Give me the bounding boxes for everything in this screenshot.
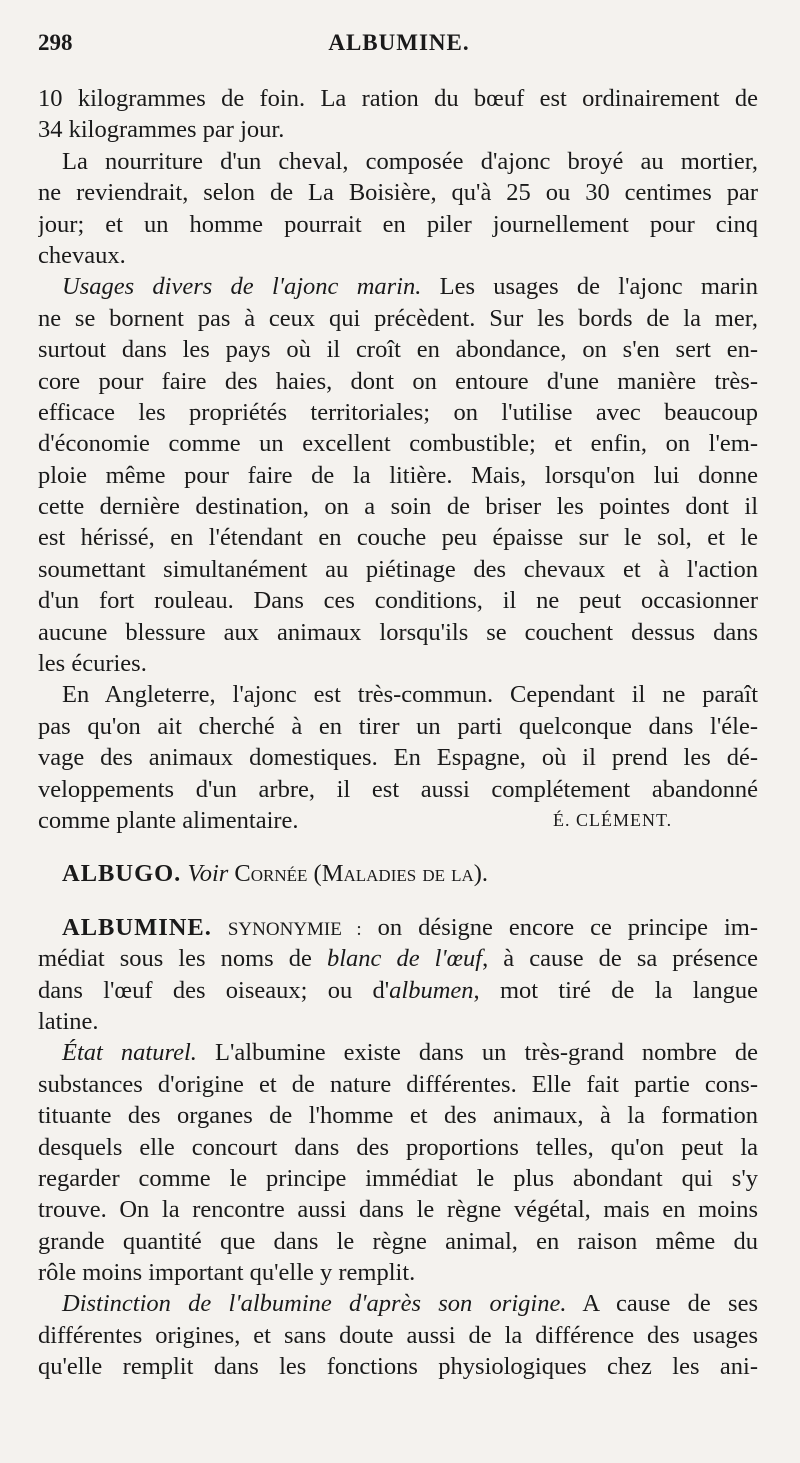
text-line: ne se bornent pas à ceux qui précèdent. Sur les bords de la mer, (38, 304, 758, 332)
text-line: latine. (38, 1007, 99, 1035)
text-line: est hérissé, en l'étendant en couche peu épaisse sur le sol, et le (38, 524, 758, 552)
text-line: core pour faire des haies, dont on entoure d'une manière très- (38, 367, 758, 395)
text-line: veloppements d'un arbre, il est aussi complétement abandonné (38, 775, 758, 803)
text-line: qu'elle remplit dans les fonctions physiologiques chez les ani- (38, 1353, 758, 1381)
text-line: vage des animaux domestiques. En Espagne, où il prend les dé- (38, 744, 758, 772)
text-line: substances d'origine et de nature différentes. Elle fait partie cons- (38, 1070, 758, 1098)
text-line: grande quantité que dans le règne animal, en raison même du (38, 1227, 758, 1255)
text-line: différentes origines, et sans doute aussi de la différence des usages (38, 1321, 758, 1349)
author-signature: É. CLÉMENT. (553, 809, 673, 830)
text-line: tituante des organes de l'homme et des animaux, à la formation (38, 1102, 758, 1130)
text-line: soumettant simultanément au piétinage des chevaux et à l'action (38, 555, 758, 583)
text-line: cette dernière destination, on a soin de briser les pointes dont il (38, 493, 758, 521)
text-line: ne reviendrait, selon de La Boisière, qu'à 25 ou 30 centimes par (38, 179, 758, 207)
usages-paragraph-first-line: Usages divers de l'ajonc marin. Les usages de l'ajonc marin (62, 273, 758, 301)
text-line: chevaux. (38, 241, 126, 269)
albumine-entry-first-line: ALBUMINE. SYNONYMIE : on désigne encore ce principe im- (62, 913, 758, 941)
text-line: pas qu'on ait cherché à en tirer un parti quelconque dans l'éle- (38, 712, 758, 740)
cross-reference: Cornée (Maladies de la). (234, 860, 489, 888)
text-line: desquels elle concourt dans des proportions telles, qu'on peut la (38, 1133, 758, 1161)
spacer (38, 836, 758, 858)
usages-heading: Usages divers de l'ajonc marin. (62, 273, 422, 301)
signature-line: comme plante alimentaire. É. CLÉMENT. (38, 805, 758, 836)
text-line: jour; et un homme pourrait en piler journellement pour cinq (38, 210, 758, 238)
text-line: ploie même pour faire de la litière. Mais, lorsqu'on lui donne (38, 461, 758, 489)
text-line: efficace les propriétés territoriales; on l'utilise avec beaucoup (38, 398, 758, 426)
running-head: ALBUMINE. (328, 30, 470, 55)
entry-term: ALBUGO. (62, 860, 182, 888)
distinction-paragraph-first-line: Distinction de l'albumine d'après son origine. A cause de ses (62, 1290, 758, 1318)
text-line: les écuries. (38, 650, 147, 678)
text-line: 34 kilogrammes par jour. (38, 116, 285, 144)
text-line: médiat sous les noms de blanc de l'œuf, à cause de sa présence (38, 945, 758, 973)
text-line: 10 kilogrammes de foin. La ration du bœuf est ordinairement de (38, 85, 758, 112)
text-line: aucune blessure aux animaux lorsqu'ils se couchent dessus dans (38, 618, 758, 646)
text-line: En Angleterre, l'ajonc est très-commun. Cependant il ne paraît (62, 681, 758, 709)
albugo-entry: ALBUGO. Voir Cornée (Maladies de la). (62, 860, 489, 888)
text-line: d'économie comme un excellent combustible; et enfin, on l'em- (38, 430, 758, 458)
text-line: regarder comme le principe immédiat le plus abondant qui s'y (38, 1164, 758, 1192)
text-line: d'un fort rouleau. Dans ces conditions, il ne peut occasionner (38, 587, 758, 615)
page-header (38, 30, 760, 66)
entry-term: ALBUMINE. (62, 913, 212, 941)
text-line: La nourriture d'un cheval, composée d'ajonc broyé au mortier, (62, 147, 758, 175)
spacer (38, 890, 758, 912)
text-line: surtout dans les pays où il croît en abondance, on s'en sert en- (38, 336, 758, 364)
distinction-heading: Distinction de l'albumine d'après son origine. (62, 1290, 567, 1318)
text-line: trouve. On la rencontre aussi dans le règne végétal, mais en moins (38, 1196, 758, 1224)
text-line: rôle moins important qu'elle y remplit. (38, 1259, 416, 1287)
synonymie-label: SYNONYMIE : (227, 918, 362, 940)
page-number: 298 (38, 30, 73, 55)
text-line: dans l'œuf des oiseaux; ou d'albumen, mot tiré de la langue (38, 976, 758, 1004)
etat-paragraph-first-line: État naturel. L'albumine existe dans un très-grand nombre de (62, 1039, 758, 1067)
page-body (38, 83, 758, 1383)
etat-heading: État naturel. (62, 1039, 197, 1067)
